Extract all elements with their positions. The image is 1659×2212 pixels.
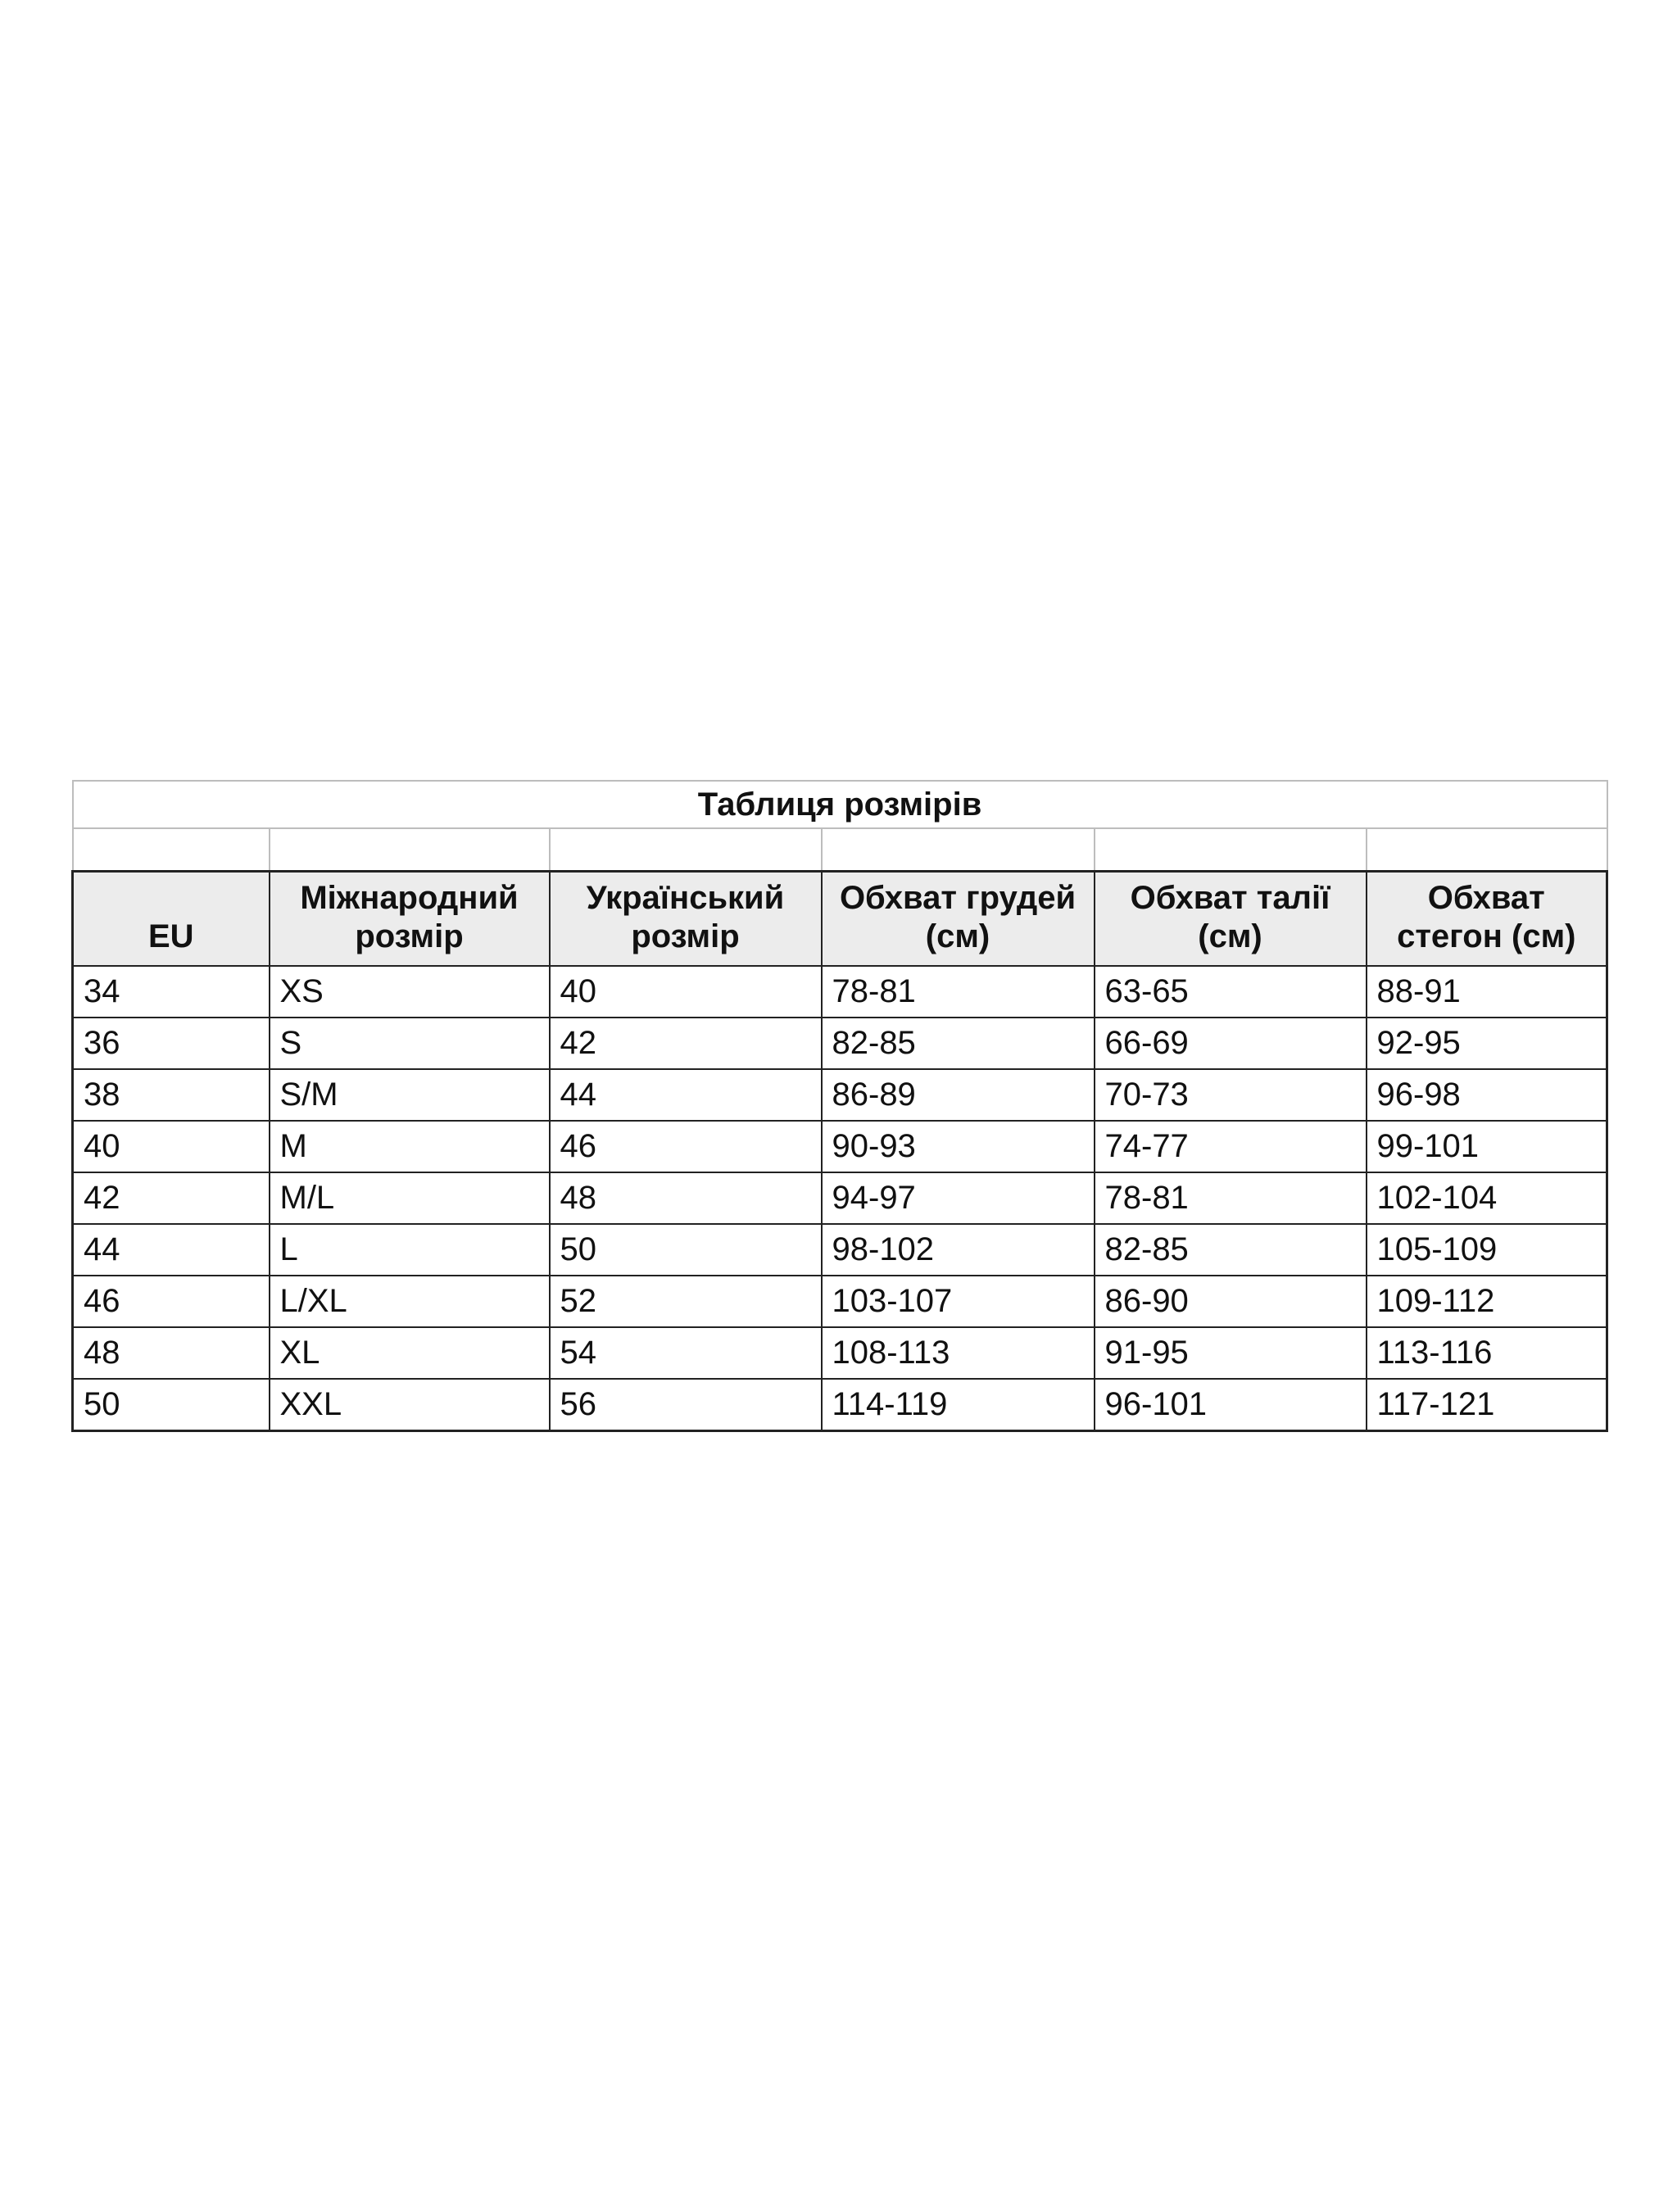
cell-chest-cm: 98-102 <box>822 1224 1095 1276</box>
cell-chest-cm: 94-97 <box>822 1172 1095 1224</box>
cell-international-size: L/XL <box>270 1276 550 1327</box>
cell-ukrainian-size: 54 <box>550 1327 822 1379</box>
spacer-cell <box>550 828 822 871</box>
spacer-cell <box>270 828 550 871</box>
cell-ukrainian-size: 46 <box>550 1121 822 1172</box>
size-chart-container <box>71 780 1606 1432</box>
spacer-row <box>73 828 1607 871</box>
cell-eu-size: 42 <box>73 1172 270 1224</box>
table-row <box>73 966 1607 1018</box>
cell-eu-size: 44 <box>73 1224 270 1276</box>
cell-chest-cm: 82-85 <box>822 1018 1095 1069</box>
cell-eu-size: 40 <box>73 1121 270 1172</box>
cell-waist-cm: 78-81 <box>1095 1172 1367 1224</box>
column-header-international-size: Міжнародний розмір <box>270 871 550 966</box>
column-header-chest-cm: Обхват грудей (см) <box>822 871 1095 966</box>
cell-eu-size: 48 <box>73 1327 270 1379</box>
table-row <box>73 1121 1607 1172</box>
spacer-cell <box>73 828 270 871</box>
size-chart-table <box>71 780 1608 1432</box>
table-row <box>73 1069 1607 1121</box>
cell-waist-cm: 74-77 <box>1095 1121 1367 1172</box>
cell-waist-cm: 66-69 <box>1095 1018 1367 1069</box>
cell-international-size: S <box>270 1018 550 1069</box>
cell-eu-size: 34 <box>73 966 270 1018</box>
cell-waist-cm: 96-101 <box>1095 1379 1367 1430</box>
title-row <box>73 781 1607 828</box>
table-row <box>73 1327 1607 1379</box>
table-row <box>73 1172 1607 1224</box>
cell-waist-cm: 70-73 <box>1095 1069 1367 1121</box>
table-row <box>73 1379 1607 1430</box>
column-header-ukrainian-size: Український розмір <box>550 871 822 966</box>
cell-ukrainian-size: 42 <box>550 1018 822 1069</box>
cell-waist-cm: 63-65 <box>1095 966 1367 1018</box>
cell-hips-cm: 117-121 <box>1367 1379 1607 1430</box>
cell-international-size: XS <box>270 966 550 1018</box>
cell-eu-size: 46 <box>73 1276 270 1327</box>
cell-hips-cm: 96-98 <box>1367 1069 1607 1121</box>
cell-international-size: M/L <box>270 1172 550 1224</box>
column-header-hips-cm: Обхват стегон (см) <box>1367 871 1607 966</box>
table-title: Таблиця розмірів <box>73 781 1607 828</box>
spacer-cell <box>1367 828 1607 871</box>
cell-ukrainian-size: 44 <box>550 1069 822 1121</box>
table-row <box>73 1276 1607 1327</box>
table-row <box>73 1224 1607 1276</box>
cell-eu-size: 50 <box>73 1379 270 1430</box>
cell-international-size: XXL <box>270 1379 550 1430</box>
cell-waist-cm: 91-95 <box>1095 1327 1367 1379</box>
cell-international-size: M <box>270 1121 550 1172</box>
cell-ukrainian-size: 56 <box>550 1379 822 1430</box>
cell-chest-cm: 103-107 <box>822 1276 1095 1327</box>
cell-waist-cm: 82-85 <box>1095 1224 1367 1276</box>
cell-hips-cm: 113-116 <box>1367 1327 1607 1379</box>
cell-eu-size: 36 <box>73 1018 270 1069</box>
cell-hips-cm: 105-109 <box>1367 1224 1607 1276</box>
cell-chest-cm: 108-113 <box>822 1327 1095 1379</box>
cell-chest-cm: 114-119 <box>822 1379 1095 1430</box>
cell-ukrainian-size: 52 <box>550 1276 822 1327</box>
cell-chest-cm: 86-89 <box>822 1069 1095 1121</box>
cell-international-size: L <box>270 1224 550 1276</box>
cell-international-size: S/M <box>270 1069 550 1121</box>
cell-hips-cm: 92-95 <box>1367 1018 1607 1069</box>
cell-eu-size: 38 <box>73 1069 270 1121</box>
cell-chest-cm: 90-93 <box>822 1121 1095 1172</box>
cell-waist-cm: 86-90 <box>1095 1276 1367 1327</box>
spacer-cell <box>822 828 1095 871</box>
cell-ukrainian-size: 48 <box>550 1172 822 1224</box>
spacer-cell <box>1095 828 1367 871</box>
cell-hips-cm: 102-104 <box>1367 1172 1607 1224</box>
cell-ukrainian-size: 50 <box>550 1224 822 1276</box>
column-header-eu: EU <box>73 871 270 966</box>
table-row <box>73 1018 1607 1069</box>
cell-international-size: XL <box>270 1327 550 1379</box>
cell-ukrainian-size: 40 <box>550 966 822 1018</box>
header-row <box>73 871 1607 966</box>
cell-hips-cm: 109-112 <box>1367 1276 1607 1327</box>
cell-hips-cm: 88-91 <box>1367 966 1607 1018</box>
cell-chest-cm: 78-81 <box>822 966 1095 1018</box>
column-header-waist-cm: Обхват талії (см) <box>1095 871 1367 966</box>
cell-hips-cm: 99-101 <box>1367 1121 1607 1172</box>
